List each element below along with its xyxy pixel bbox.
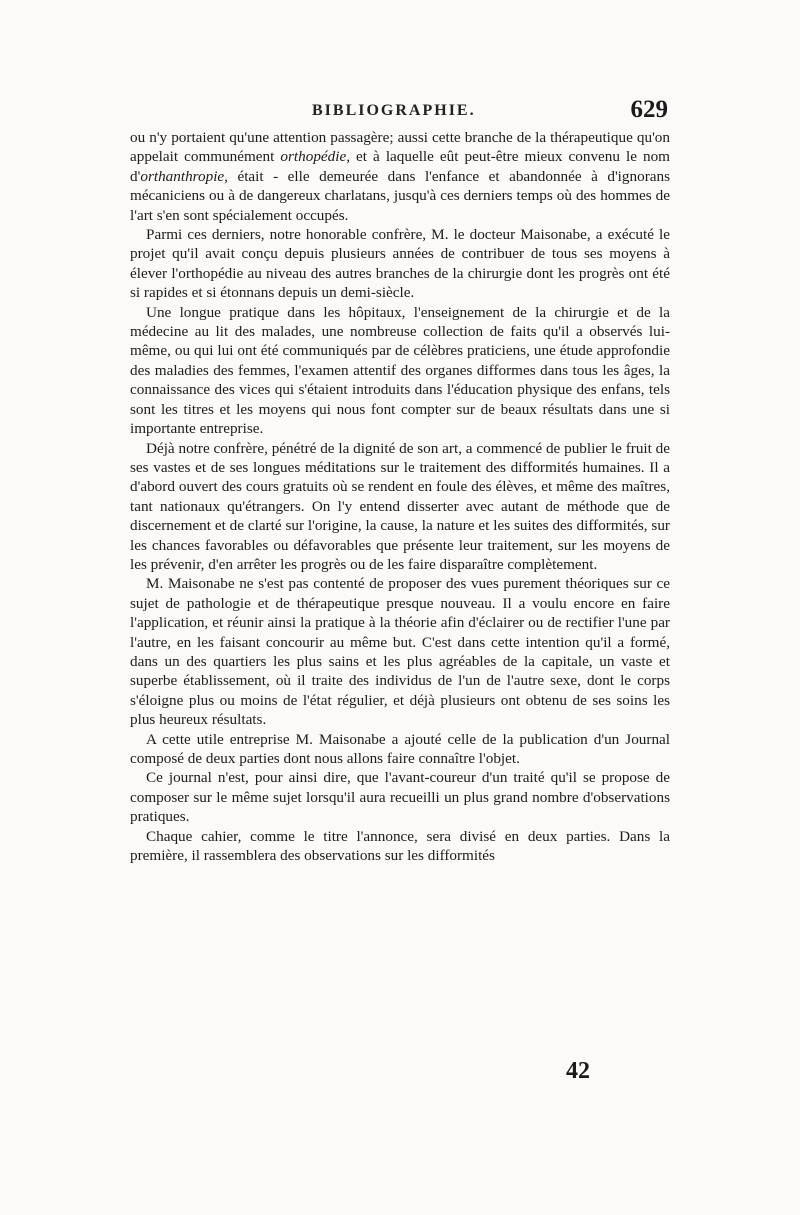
page-number: 629	[630, 96, 668, 123]
paragraph-1	[130, 128, 670, 225]
running-head: BIBLIOGRAPHIE.	[312, 102, 476, 119]
paragraph-4: Déjà notre confrère, pénétré de la dignité de son art, a commencé de publier le fruit de ses vastes et de ses longues méditations sur le traitement des difformités humaines. Il a d'abord ouvert des cours gratuits où se rendent en foule des élèves, et même des maîtres, tant nationaux qu'étrangers. On l'y entend disserter avec autant de méthode que de discernement et de clarté sur l'origine, la cause, la nature et les suites des difformités, sur les chances favorables ou défavorables que présente leur traitement, sur les moyens de les prévenir, d'en arrêter les progrès ou de les faire disparaître complètement.	[130, 439, 670, 573]
body-text	[130, 128, 670, 865]
paragraph-1-part-a: ou n'y portaient qu'une attention passagère; aussi cette branche de la thérapeutique qu'on appelait communément	[130, 129, 670, 166]
paragraph-1-part-c: , était - elle demeurée dans l'enfance et abandonnée à d'ignorans mécaniciens ou à de dangereux charlatans, jusqu'à ces derniers temps où des hommes de l'art s'en sont spécialement occupés.	[130, 167, 670, 224]
paragraph-8: Chaque cahier, comme le titre l'annonce, sera divisé en deux parties. Dans la première, il rassemblera des observations sur les difformités	[130, 827, 670, 865]
paragraph-1-part-b: , et à laquelle eût peut-être mieux convenu le nom d'	[130, 148, 670, 185]
paragraph-7: Ce journal n'est, pour ainsi dire, que l'avant-coureur d'un traité qu'il se propose de composer sur le même sujet lorsqu'il aura recueilli un plus grand nombre d'observations pratiques.	[130, 769, 670, 826]
term-orthopedie: orthopédie	[280, 148, 347, 166]
signature-mark: 42	[566, 1058, 590, 1084]
paragraph-3: Une longue pratique dans les hôpitaux, l'enseignement de la chirurgie et de la médecine au lit des malades, une nombreuse collection de faits qu'il a observés lui-même, ou qui lui ont été communiqués par de célèbres praticiens, une étude approfondie des maladies des femmes, l'examen attentif des organes difformes dans tous les âges, la connaissance des vices qui s'étaient introduits dans l'éducation physique des enfans, tels sont les titres et les moyens qui nous font compter sur de beaux résultats dans une si importante entreprise.	[130, 303, 670, 438]
paragraph-5: M. Maisonabe ne s'est pas contenté de proposer des vues purement théoriques sur ce sujet de pathologie et de thérapeutique presque nouveau. Il a voulu encore en faire l'application, et réunir ainsi la pratique à la théorie afin d'éclairer ou de rectifier l'une par l'autre, en les faisant concourir au même but. C'est dans cette intention qu'il a formé, dans un des quartiers les plus sains et les plus agréables de la capitale, un vaste et superbe établissement, où il traite des individus de l'un de l'autre sexe, dont le corps s'éloigne plus ou moins de l'état régulier, et déjà plusieurs ont obtenu de ses soins les plus heureux résultats.	[130, 575, 670, 729]
page-header	[130, 96, 670, 126]
paragraph-2: Parmi ces derniers, notre honorable confrère, M. le docteur Maisonabe, a exécuté le projet qu'il avait conçu depuis plusieurs années de contribuer de tous ses moyens à élever l'orthopédie au niveau des autres branches de la chirurgie dont les progrès ont été si rapides et si étonnans depuis un demi-siècle.	[130, 226, 670, 302]
paragraph-6: A cette utile entreprise M. Maisonabe a ajouté celle de la publication d'un Journal composé de deux parties dont nous allons faire connaître l'objet.	[130, 730, 670, 767]
term-orthanthropie: orthanthropie	[140, 167, 225, 185]
